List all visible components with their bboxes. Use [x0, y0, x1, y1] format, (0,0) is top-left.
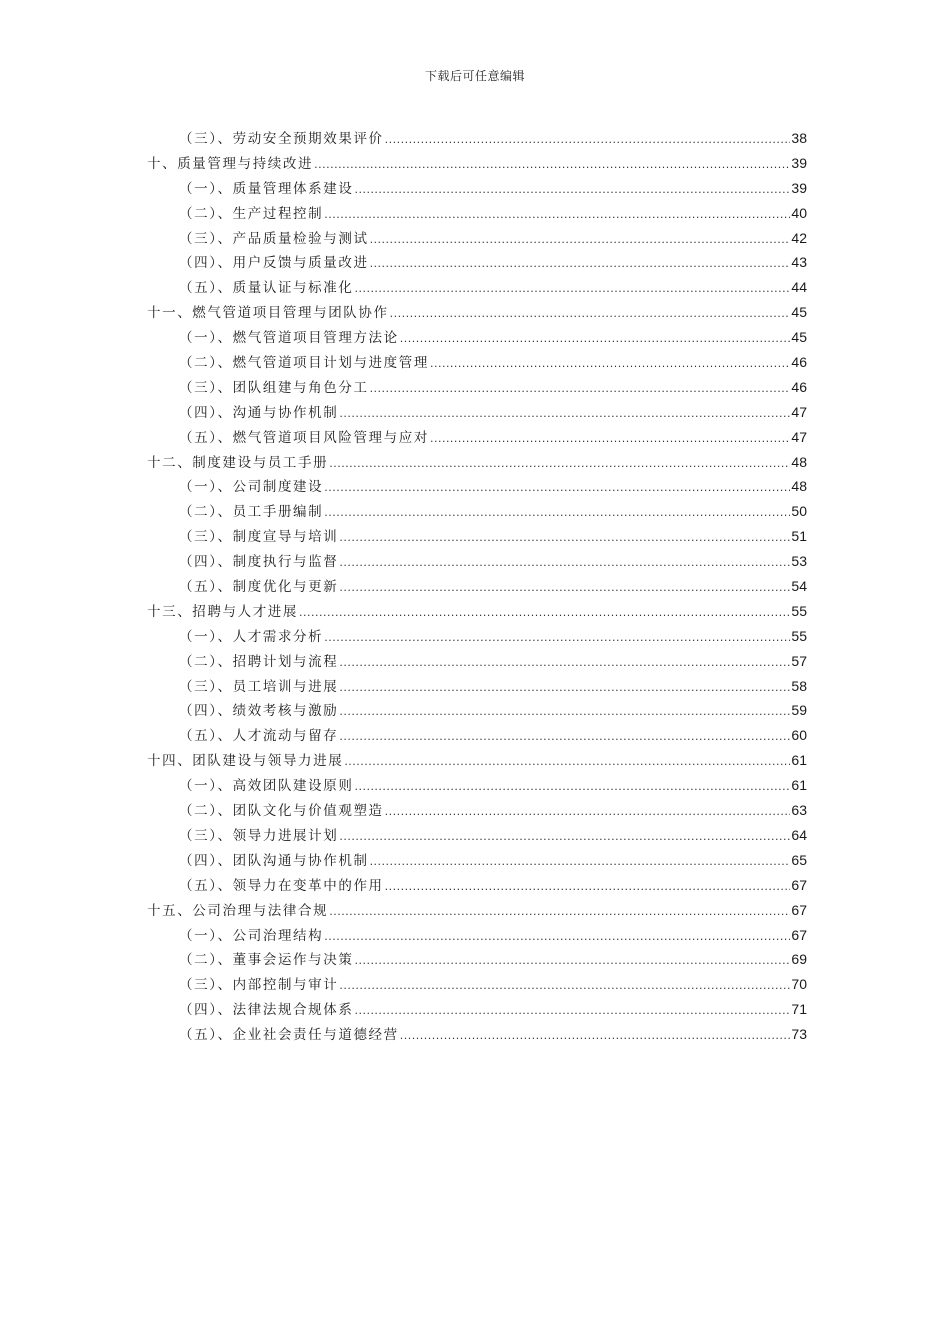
toc-dot-leader: [329, 452, 790, 477]
toc-section-entry[interactable]: [147, 549, 807, 574]
toc-section-entry[interactable]: [147, 848, 807, 873]
toc-dot-leader: [354, 178, 790, 203]
toc-section-entry[interactable]: [147, 773, 807, 798]
toc-dot-leader: [329, 900, 790, 925]
toc-entry-title: （二）、董事会运作与决策: [179, 952, 354, 969]
page-header: 下载后可任意编辑: [424, 69, 525, 83]
toc-page-number: 46: [791, 378, 807, 395]
toc-section-entry[interactable]: [147, 723, 807, 748]
toc-page-number: 38: [791, 130, 807, 146]
toc-dot-leader: [299, 601, 790, 626]
toc-section-entry[interactable]: [147, 997, 807, 1022]
toc-dot-leader: [385, 128, 791, 153]
toc-dot-leader: [400, 1024, 791, 1049]
toc-page-number: 67: [791, 876, 807, 893]
toc-page-number: 71: [791, 1001, 807, 1018]
toc-dot-leader: [339, 825, 790, 850]
toc-page-number: 60: [791, 727, 807, 744]
toc-dot-leader: [370, 228, 791, 253]
toc-dot-leader: [324, 925, 790, 950]
toc-section-entry[interactable]: [147, 524, 807, 549]
toc-entry-title: （四）、法律法规合规体系: [179, 1002, 354, 1019]
toc-dot-leader: [324, 203, 790, 228]
toc-page-number: 69: [791, 951, 807, 968]
toc-entry-title: 十、质量管理与持续改进: [147, 155, 314, 172]
toc-page-number: 42: [791, 229, 807, 246]
toc-entry-title: （一）、人才需求分析: [179, 628, 324, 645]
toc-dot-leader: [430, 352, 790, 377]
toc-dot-leader: [344, 750, 790, 775]
toc-page-number: 50: [791, 503, 807, 520]
toc-dot-leader: [339, 700, 790, 725]
toc-section-entry[interactable]: [147, 375, 807, 400]
toc-dot-leader: [324, 476, 790, 501]
toc-section-entry[interactable]: [147, 649, 807, 674]
toc-entry-title: （一）、公司治理结构: [179, 927, 324, 944]
toc-entry-title: （二）、燃气管道项目计划与进度管理: [179, 355, 429, 372]
toc-entry-title: （五）、人才流动与留存: [179, 728, 339, 745]
toc-page-number: 47: [791, 403, 807, 420]
toc-entry-title: （四）、绩效考核与激励: [179, 703, 339, 720]
toc-entry-title: （四）、用户反馈与质量改进: [179, 255, 369, 272]
toc-entry-title: （二）、生产过程控制: [179, 205, 324, 222]
toc-dot-leader: [324, 501, 790, 526]
toc-entry-title: 十一、燃气管道项目管理与团队协作: [147, 305, 389, 322]
toc-dot-leader: [430, 427, 790, 452]
toc-dot-leader: [339, 725, 790, 750]
toc-page-number: 40: [791, 204, 807, 221]
toc-chapter-entry[interactable]: [147, 450, 807, 475]
toc-chapter-entry[interactable]: [147, 300, 807, 325]
toc-section-entry[interactable]: [147, 873, 807, 898]
toc-page-number: 57: [791, 652, 807, 669]
toc-entry-title: 十二、制度建设与员工手册: [147, 454, 329, 471]
toc-page-number: 39: [791, 179, 807, 196]
toc-dot-leader: [354, 949, 790, 974]
toc-page-number: 45: [791, 329, 807, 346]
toc-dot-leader: [339, 651, 790, 676]
toc-entry-title: （五）、质量认证与标准化: [179, 280, 354, 297]
toc-entry-title: （三）、劳动安全预期效果评价: [179, 131, 384, 147]
toc-page-number: 44: [791, 279, 807, 296]
toc-dot-leader: [314, 153, 790, 178]
toc-chapter-entry[interactable]: [147, 748, 807, 773]
toc-section-entry[interactable]: [147, 923, 807, 948]
toc-page-number: 43: [791, 254, 807, 271]
toc-page-number: 61: [791, 777, 807, 794]
toc-dot-leader: [400, 327, 791, 352]
toc-section-entry[interactable]: [147, 201, 807, 226]
toc-page-number: 59: [791, 702, 807, 719]
toc-entry-title: （四）、沟通与协作机制: [179, 404, 339, 421]
toc-page-number: 51: [791, 528, 807, 545]
toc-section-entry[interactable]: [147, 226, 807, 251]
toc-entry-title: 十五、公司治理与法律合规: [147, 902, 329, 919]
table-of-contents: [147, 126, 807, 1047]
toc-section-entry[interactable]: [147, 947, 807, 972]
toc-dot-leader: [354, 999, 790, 1024]
toc-section-entry[interactable]: [147, 624, 807, 649]
toc-page-number: 53: [791, 553, 807, 570]
toc-section-entry[interactable]: [147, 798, 807, 823]
toc-section-entry[interactable]: [147, 698, 807, 723]
toc-section-entry[interactable]: [147, 176, 807, 201]
toc-dot-leader: [385, 875, 791, 900]
toc-page-number: 61: [791, 752, 807, 769]
toc-entry-title: （一）、质量管理体系建设: [179, 180, 354, 197]
toc-entry-title: （三）、员工培训与进展: [179, 678, 339, 695]
toc-section-entry[interactable]: [147, 474, 807, 499]
toc-dot-leader: [339, 402, 790, 427]
toc-page-number: 45: [791, 304, 807, 321]
toc-page-number: 55: [791, 627, 807, 644]
toc-entry-title: （五）、制度优化与更新: [179, 579, 339, 596]
toc-page-number: 58: [791, 677, 807, 694]
toc-entry-title: （三）、领导力进展计划: [179, 827, 339, 844]
toc-dot-leader: [390, 302, 791, 327]
toc-entry-title: （五）、燃气管道项目风险管理与应对: [179, 429, 429, 446]
toc-page-number: 67: [791, 926, 807, 943]
toc-entry-title: （五）、领导力在变革中的作用: [179, 877, 384, 894]
toc-entry-title: （三）、产品质量检验与测试: [179, 230, 369, 247]
toc-dot-leader: [339, 551, 790, 576]
toc-page-number: 70: [791, 976, 807, 993]
toc-page-number: 46: [791, 354, 807, 371]
toc-dot-leader: [339, 526, 790, 551]
toc-chapter-entry[interactable]: [147, 898, 807, 923]
toc-entry-title: （五）、企业社会责任与道德经营: [179, 1027, 399, 1044]
toc-chapter-entry[interactable]: [147, 599, 807, 624]
toc-entry-title: （三）、内部控制与审计: [179, 977, 339, 994]
toc-entry-title: （三）、制度宣导与培训: [179, 529, 339, 546]
toc-section-entry[interactable]: [147, 275, 807, 300]
toc-page-number: 65: [791, 851, 807, 868]
toc-section-entry[interactable]: [147, 425, 807, 450]
toc-section-entry[interactable]: [147, 1022, 807, 1047]
toc-section-entry[interactable]: [147, 574, 807, 599]
toc-section-entry[interactable]: [147, 250, 807, 275]
toc-entry-title: （一）、公司制度建设: [179, 479, 324, 496]
toc-section-entry[interactable]: [147, 325, 807, 350]
toc-entry-title: （四）、制度执行与监督: [179, 554, 339, 571]
toc-entry-title: （一）、燃气管道项目管理方法论: [179, 330, 399, 347]
toc-section-entry[interactable]: [147, 350, 807, 375]
toc-page-number: 55: [791, 602, 807, 619]
toc-section-entry[interactable]: [147, 972, 807, 997]
toc-dot-leader: [339, 576, 790, 601]
toc-section-entry[interactable]: [147, 823, 807, 848]
toc-entry-title: （三）、团队组建与角色分工: [179, 379, 369, 396]
toc-entry-title: （一）、高效团队建设原则: [179, 778, 354, 795]
toc-page-number: 67: [791, 901, 807, 918]
toc-dot-leader: [354, 775, 790, 800]
toc-page-number: 54: [791, 578, 807, 595]
toc-dot-leader: [339, 974, 790, 999]
toc-dot-leader: [324, 626, 790, 651]
toc-page-number: 48: [791, 453, 807, 470]
toc-entry-title: （二）、员工手册编制: [179, 504, 324, 521]
toc-page-number: 64: [791, 826, 807, 843]
toc-chapter-entry[interactable]: [147, 151, 807, 176]
toc-dot-leader: [370, 252, 791, 277]
toc-dot-leader: [370, 377, 791, 402]
toc-section-entry[interactable]: [147, 400, 807, 425]
toc-entry-title: 十四、团队建设与领导力进展: [147, 753, 344, 770]
toc-section-entry[interactable]: [147, 126, 807, 151]
toc-page-number: 47: [791, 428, 807, 445]
toc-entry-title: （二）、招聘计划与流程: [179, 653, 339, 670]
toc-dot-leader: [339, 676, 790, 701]
toc-dot-leader: [370, 850, 791, 875]
toc-page-number: 63: [791, 802, 807, 819]
toc-entry-title: （二）、团队文化与价值观塑造: [179, 803, 384, 820]
toc-page-number: 39: [791, 154, 807, 171]
toc-section-entry[interactable]: [147, 499, 807, 524]
toc-page-number: 73: [791, 1026, 807, 1043]
toc-section-entry[interactable]: [147, 674, 807, 699]
toc-entry-title: （四）、团队沟通与协作机制: [179, 852, 369, 869]
toc-entry-title: 十三、招聘与人才进展: [147, 603, 298, 620]
toc-dot-leader: [385, 800, 791, 825]
toc-page-number: 48: [791, 478, 807, 495]
toc-dot-leader: [354, 277, 790, 302]
